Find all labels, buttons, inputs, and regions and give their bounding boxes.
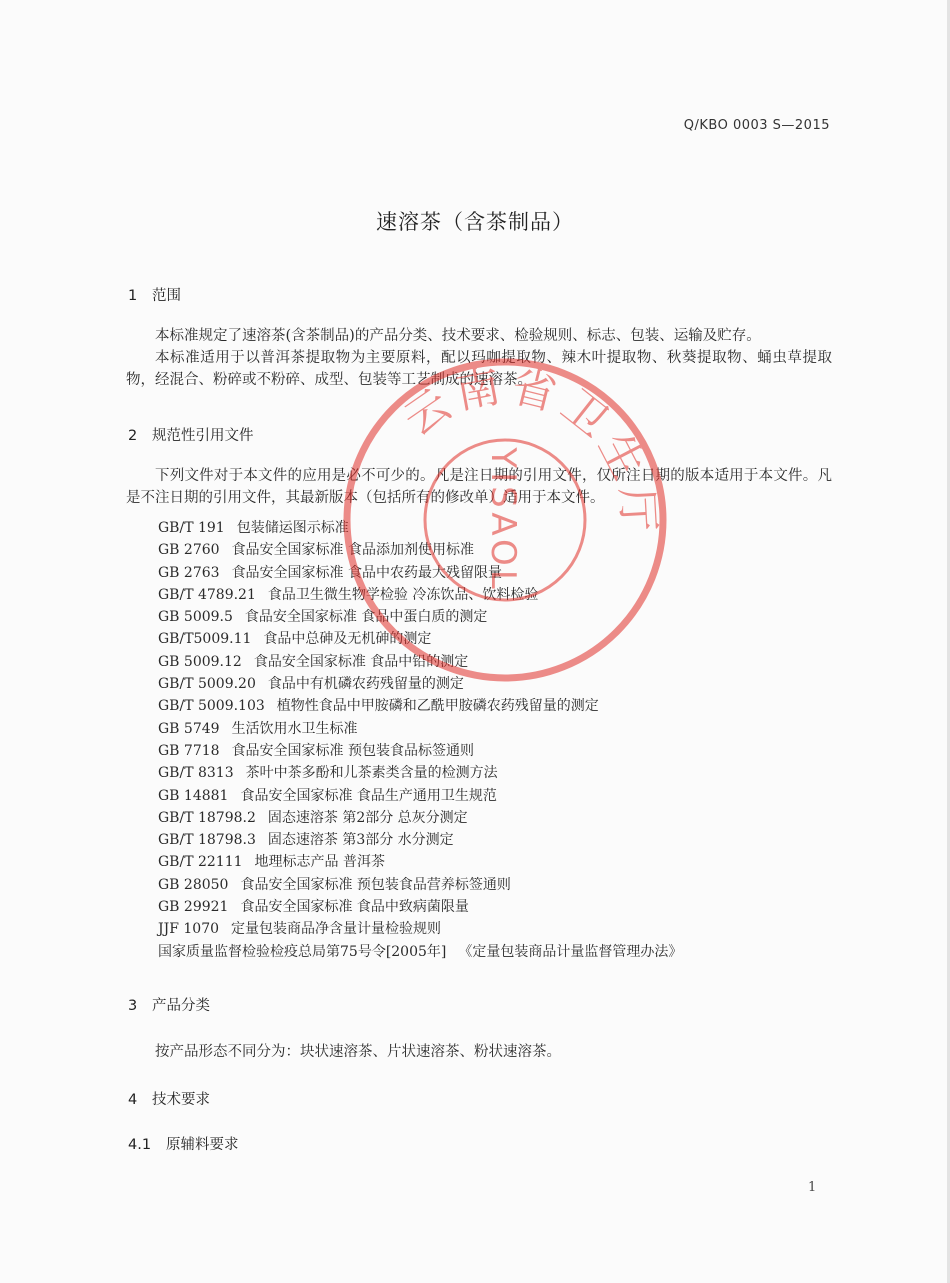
- section-title: 产品分类: [152, 998, 210, 1014]
- reference-item: [158, 740, 682, 762]
- reference-title: 地理标志产品 普洱茶: [254, 854, 385, 871]
- reference-title: 食品安全国家标准 食品中铅的测定: [253, 653, 469, 670]
- paragraph: 本标准规定了速溶茶(含茶制品)的产品分类、技术要求、检验规则、标志、包装、运输及贮存。: [155, 328, 761, 344]
- section-4-1-heading: [128, 1133, 239, 1154]
- document-code: Q/KBO 0003 S—2015: [683, 118, 830, 133]
- reference-code: GB/T 191: [158, 520, 225, 536]
- section-number: 4.1: [128, 1137, 152, 1153]
- section-3-heading: [128, 994, 210, 1015]
- section-title: 规范性引用文件: [152, 428, 254, 444]
- section-number: 4: [128, 1092, 138, 1108]
- reference-code: GB/T5009.11: [158, 631, 252, 648]
- reference-title: 食品安全国家标准 食品中农药最大残留限量: [231, 564, 503, 581]
- reference-code: JJF 1070: [158, 921, 220, 938]
- section-2-intro: [126, 465, 832, 509]
- section-1-body: [126, 325, 832, 391]
- reference-title: 食品中总砷及无机砷的测定: [263, 631, 432, 648]
- reference-item: [158, 562, 682, 584]
- reference-title: 固态速溶茶 第3部分 水分测定: [267, 832, 454, 849]
- section-number: 2: [128, 428, 138, 444]
- reference-title: 食品安全国家标准 食品中蛋白质的测定: [244, 609, 488, 626]
- svg-text:YISAOL: YISAOL: [483, 447, 523, 593]
- reference-code: GB 2763: [158, 564, 220, 581]
- reference-title: 食品安全国家标准 食品中致病菌限量: [240, 899, 469, 916]
- reference-code: GB 28050: [158, 876, 229, 893]
- reference-code: 国家质量监督检验检疫总局第75号令[2005年]: [158, 943, 447, 960]
- paragraph: 按产品形态不同分为：块状速溶茶、片状速溶茶、粉状速溶茶。: [155, 1044, 561, 1060]
- reference-list: [158, 517, 682, 963]
- reference-item: [158, 785, 682, 807]
- reference-code: GB 7718: [158, 742, 220, 759]
- section-number: 3: [128, 998, 138, 1014]
- reference-item: [158, 539, 682, 561]
- reference-item: [158, 918, 682, 940]
- page-number: 1: [808, 1180, 817, 1195]
- reference-item: [158, 673, 682, 695]
- svg-text:云南省卫生厅: 云南省卫生厅: [394, 360, 665, 539]
- reference-title: 食品安全国家标准 食品添加剂使用标准: [231, 542, 475, 559]
- reference-code: GB/T 18798.2: [158, 809, 256, 826]
- reference-item: [158, 762, 682, 784]
- reference-code: GB/T 5009.20: [158, 676, 256, 693]
- section-3-body: [126, 1041, 832, 1063]
- reference-item: [158, 584, 682, 606]
- reference-title: 《定量包装商品计量监督管理办法》: [458, 943, 683, 960]
- section-title: 原辅料要求: [166, 1137, 239, 1153]
- reference-item: [158, 695, 682, 717]
- reference-item: [158, 606, 682, 628]
- section-1-heading: [128, 284, 181, 305]
- reference-code: GB/T 18798.3: [158, 832, 256, 849]
- reference-item: [158, 941, 682, 963]
- reference-code: GB 5749: [158, 720, 220, 737]
- section-2-heading: [128, 424, 254, 445]
- reference-code: GB 5009.5: [158, 609, 233, 626]
- reference-item: [158, 517, 682, 539]
- reference-item: [158, 718, 682, 740]
- reference-title: 食品安全国家标准 预包装食品标签通则: [231, 742, 475, 759]
- reference-code: GB 29921: [158, 899, 229, 916]
- reference-title: 固态速溶茶 第2部分 总灰分测定: [267, 809, 468, 826]
- reference-item: [158, 851, 682, 873]
- document-title: 速溶茶（含茶制品）: [376, 210, 574, 234]
- reference-title: 食品中有机磷农药残留量的测定: [267, 676, 464, 693]
- reference-title: 植物性食品中甲胺磷和乙酰甲胺磷农药残留量的测定: [276, 698, 599, 715]
- section-title: 技术要求: [152, 1092, 210, 1108]
- reference-item: [158, 628, 682, 650]
- reference-code: GB/T 8313: [158, 765, 234, 782]
- paragraph: 本标准适用于以普洱茶提取物为主要原料，配以玛咖提取物、辣木叶提取物、秋葵提取物、蛹虫草提取物，经混合、粉碎或不粉碎、成型、包装等工艺制成的速溶茶。: [126, 350, 832, 388]
- reference-item: [158, 896, 682, 918]
- reference-title: 茶叶中茶多酚和儿茶素类含量的检测方法: [245, 765, 498, 782]
- reference-item: [158, 807, 682, 829]
- reference-code: GB/T 22111: [158, 854, 243, 871]
- reference-title: 食品卫生微生物学检验 冷冻饮品、饮料检验: [267, 586, 539, 603]
- section-title: 范围: [152, 288, 181, 304]
- reference-title: 生活饮用水卫生标准: [231, 720, 358, 737]
- reference-item: [158, 874, 682, 896]
- reference-code: GB/T 5009.103: [158, 698, 265, 715]
- reference-code: GB 5009.12: [158, 653, 242, 670]
- reference-code: GB 2760: [158, 542, 220, 559]
- reference-title: 食品安全国家标准 食品生产通用卫生规范: [240, 787, 497, 804]
- reference-code: GB 14881: [158, 787, 229, 804]
- reference-title: 食品安全国家标准 预包装食品营养标签通则: [240, 876, 511, 893]
- paragraph: 下列文件对于本文件的应用是必不可少的。凡是注日期的引用文件，仅所注日期的版本适用于本文件。凡是不注日期的引用文件，其最新版本（包括所有的修改单）适用于本文件。: [126, 468, 832, 506]
- section-number: 1: [128, 288, 138, 304]
- reference-title: 定量包装商品净含量计量检验规则: [231, 921, 442, 938]
- reference-code: GB/T 4789.21: [158, 586, 256, 603]
- reference-title: 包装储运图示标准: [236, 520, 349, 536]
- section-4-heading: [128, 1088, 210, 1109]
- reference-item: [158, 829, 682, 851]
- reference-item: [158, 651, 682, 673]
